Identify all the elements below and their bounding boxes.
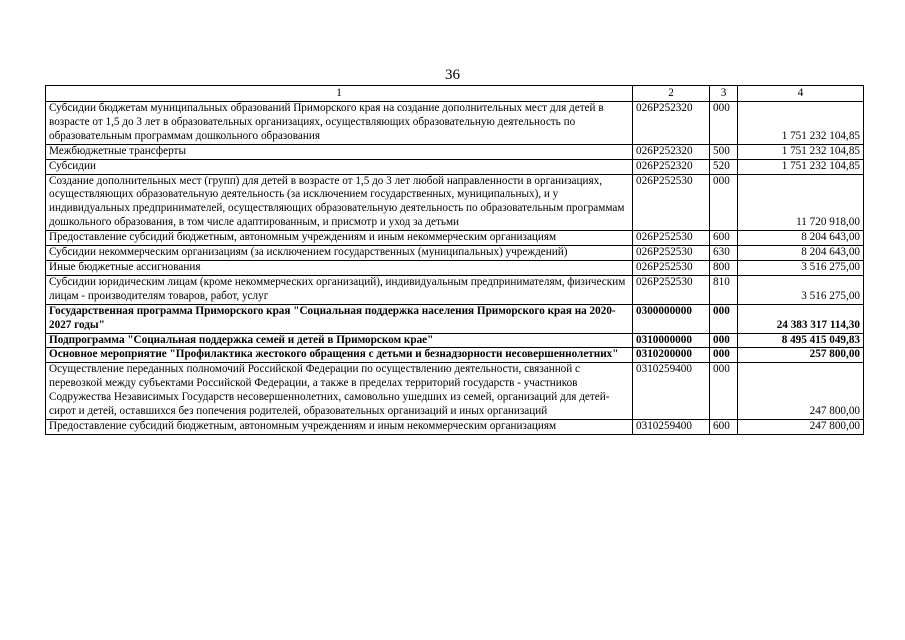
row-name-cell: Основное мероприятие "Профилактика жестокого обращения с детьми и безнадзорности несовершеннолетних" — [46, 348, 633, 363]
row-expense-type-cell: 000 — [710, 348, 738, 363]
row-amount-cell: 8 204 643,00 — [738, 246, 864, 261]
row-code-cell: 0310259400 — [633, 419, 710, 434]
row-name-cell: Субсидии — [46, 159, 633, 174]
row-code-cell: 026P252320 — [633, 144, 710, 159]
row-expense-type-cell: 000 — [710, 102, 738, 145]
row-amount-cell: 1 751 232 104,85 — [738, 159, 864, 174]
row-name-cell: Иные бюджетные ассигнования — [46, 260, 633, 275]
row-expense-type-cell: 810 — [710, 275, 738, 304]
row-expense-type-cell: 800 — [710, 260, 738, 275]
table-row — [46, 304, 864, 333]
row-name-cell: Субсидии бюджетам муниципальных образований Приморского края на создание дополнительных мест для детей в возрасте от 1,5 до 3 лет в образовательных организациях, осуществляющих образовательную деятельность по образовательным программам дошкольного образования — [46, 102, 633, 145]
table-row — [46, 333, 864, 348]
page-number: 36 — [445, 67, 460, 83]
row-code-cell: 026P252530 — [633, 231, 710, 246]
table-header-row — [46, 86, 864, 102]
row-name-cell: Подпрограмма "Социальная поддержка семей и детей в Приморском крае" — [46, 333, 633, 348]
row-amount-cell: 247 800,00 — [738, 419, 864, 434]
row-code-cell: 026P252530 — [633, 246, 710, 261]
row-amount-cell: 1 751 232 104,85 — [738, 102, 864, 145]
table-row — [46, 231, 864, 246]
table-row — [46, 144, 864, 159]
row-amount-cell: 247 800,00 — [738, 363, 864, 420]
row-expense-type-cell: 000 — [710, 174, 738, 231]
table-row — [46, 260, 864, 275]
row-code-cell: 026P252320 — [633, 102, 710, 145]
row-amount-cell: 11 720 918,00 — [738, 174, 864, 231]
row-expense-type-cell: 000 — [710, 304, 738, 333]
row-name-cell: Создание дополнительных мест (групп) для детей в возрасте от 1,5 до 3 лет любой направленности в организациях, осуществляющих образовательную деятельность (за исключением государственных, муниципальных), и у индивидуальных предпринимателей, осуществляющих образовательную деятельность по образовательным программам дошкольного образования, в том числе адаптированным, и присмотр и уход за детьми — [46, 174, 633, 231]
row-amount-cell: 8 204 643,00 — [738, 231, 864, 246]
row-amount-cell: 8 495 415 049,83 — [738, 333, 864, 348]
row-amount-cell: 3 516 275,00 — [738, 260, 864, 275]
header-cell-name: 1 — [46, 86, 633, 102]
row-expense-type-cell: 600 — [710, 419, 738, 434]
row-code-cell: 026P252530 — [633, 275, 710, 304]
row-amount-cell: 24 383 317 114,30 — [738, 304, 864, 333]
row-name-cell: Осуществление переданных полномочий Российской Федерации по осуществлению деятельности, связанной с перевозкой между субъектами Российской Федерации, а также в пределах территорий государств - участников Содружества Независимых Государств несовершеннолетних, самовольно ушедших из семей, организаций для детей-сирот и детей, оставшихся без попечения родителей, образовательных организаций и иных организаций — [46, 363, 633, 420]
row-name-cell: Субсидии некоммерческим организациям (за исключением государственных (муниципальных) учреждений) — [46, 246, 633, 261]
row-code-cell: 026P252530 — [633, 174, 710, 231]
row-code-cell: 0310200000 — [633, 348, 710, 363]
header-cell-expense-type: 3 — [710, 86, 738, 102]
table-row — [46, 246, 864, 261]
budget-table — [45, 85, 864, 435]
row-expense-type-cell: 630 — [710, 246, 738, 261]
row-name-cell: Субсидии юридическим лицам (кроме некоммерческих организаций), индивидуальным предпринимателям, физическим лицам - производителям товаров, работ, услуг — [46, 275, 633, 304]
row-name-cell: Предоставление субсидий бюджетным, автономным учреждениям и иным некоммерческим организациям — [46, 419, 633, 434]
table-row — [46, 419, 864, 434]
table-row — [46, 159, 864, 174]
table-row — [46, 102, 864, 145]
table-row — [46, 348, 864, 363]
row-expense-type-cell: 500 — [710, 144, 738, 159]
row-amount-cell: 1 751 232 104,85 — [738, 144, 864, 159]
row-expense-type-cell: 000 — [710, 333, 738, 348]
row-code-cell: 0300000000 — [633, 304, 710, 333]
row-name-cell: Предоставление субсидий бюджетным, автономным учреждениям и иным некоммерческим организациям — [46, 231, 633, 246]
row-code-cell: 026P252530 — [633, 260, 710, 275]
row-expense-type-cell: 000 — [710, 363, 738, 420]
header-cell-code: 2 — [633, 86, 710, 102]
row-code-cell: 0310259400 — [633, 363, 710, 420]
row-code-cell: 026P252320 — [633, 159, 710, 174]
row-expense-type-cell: 600 — [710, 231, 738, 246]
header-cell-amount: 4 — [738, 86, 864, 102]
row-name-cell: Межбюджетные трансферты — [46, 144, 633, 159]
table-row — [46, 174, 864, 231]
table-row — [46, 275, 864, 304]
row-expense-type-cell: 520 — [710, 159, 738, 174]
row-amount-cell: 257 800,00 — [738, 348, 864, 363]
row-amount-cell: 3 516 275,00 — [738, 275, 864, 304]
row-code-cell: 0310000000 — [633, 333, 710, 348]
table-row — [46, 363, 864, 420]
row-name-cell: Государственная программа Приморского края "Социальная поддержка населения Приморского края на 2020-2027 годы" — [46, 304, 633, 333]
